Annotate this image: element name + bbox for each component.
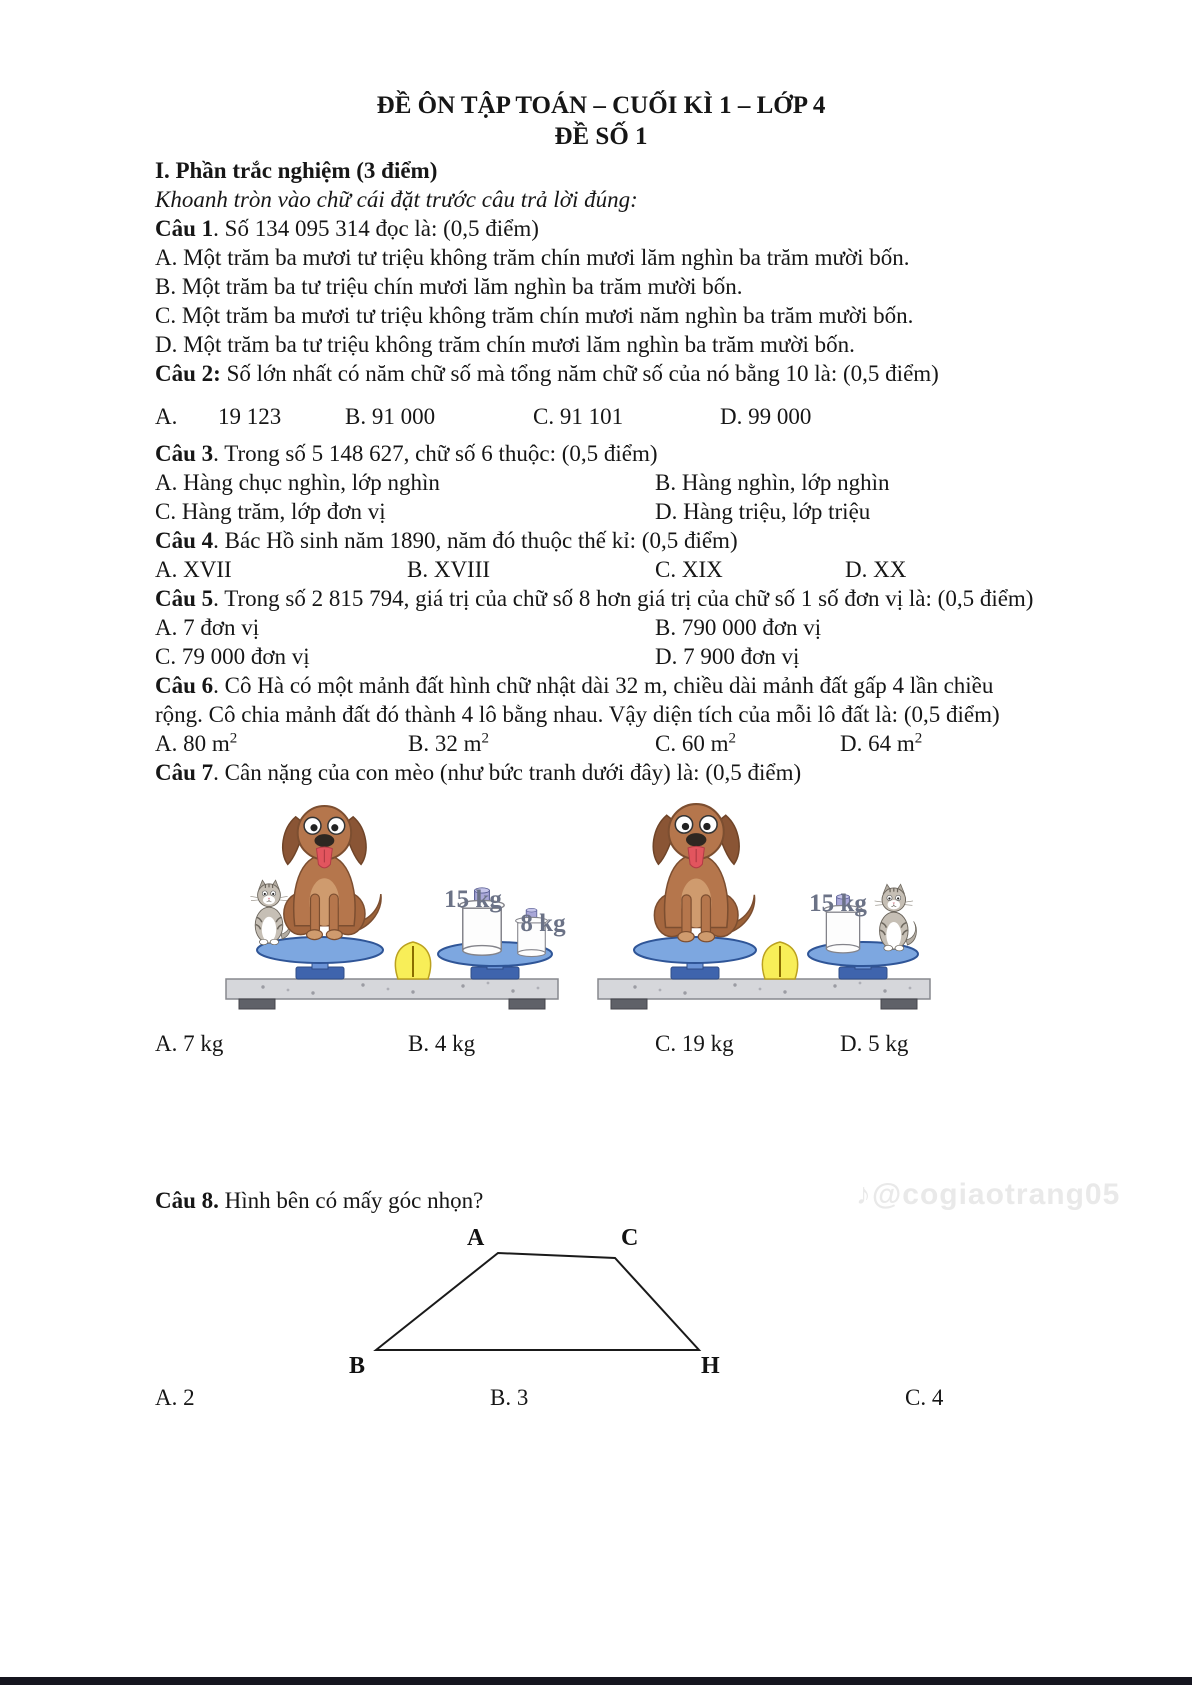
question-4-label: Câu 4: [155, 528, 214, 553]
question-4-option-a: A. XVII: [155, 557, 232, 582]
question-7: Câu 7. Cân nặng của con mèo (như bức tranh dưới đây) là: (0,5 điểm): [155, 760, 802, 785]
question-2: Câu 2: Số lớn nhất có năm chữ số mà tổng năm chữ số của nó bằng 10 là: (0,5 điểm): [155, 361, 939, 386]
scale-pointer: [762, 942, 797, 979]
vertex-label-a: A: [467, 1225, 485, 1251]
question-2-option-b: B. 91 000: [345, 404, 436, 429]
question-4-option-c: C. XIX: [655, 557, 723, 582]
vertex-label-c: C: [621, 1225, 639, 1251]
dog-illustration: [283, 806, 381, 940]
vertex-label-h: H: [701, 1353, 720, 1377]
vertex-label-b: B: [349, 1353, 366, 1377]
section-heading: I. Phần trắc nghiệm (3 điểm): [155, 158, 438, 183]
cat-illustration: [874, 884, 917, 951]
question-3-row-1: [155, 468, 1047, 497]
question-2-option-d: D. 99 000: [720, 404, 812, 429]
question-2-label: Câu 2:: [155, 361, 221, 386]
question-7-option-a: A. 7 kg: [155, 1031, 224, 1056]
question-7-option-d: D. 5 kg: [840, 1031, 909, 1056]
question-2-answer-row: [155, 402, 1047, 431]
question-3: Câu 3. Trong số 5 148 627, chữ số 6 thuộc: (0,5 điểm): [155, 441, 658, 466]
question-3-option-a: A. Hàng chục nghìn, lớp nghìn: [155, 470, 440, 495]
question-6-option-d: D. 64 $m^2$: [840, 730, 923, 756]
question-3-option-d: D. Hàng triệu, lớp triệu: [655, 499, 871, 524]
weight-15kg-label: 15 kg: [444, 886, 502, 913]
question-3-option-c: C. Hàng trăm, lớp đơn vị: [155, 499, 386, 524]
question-8-option-a: A. 2: [155, 1385, 195, 1410]
question-1-label: Câu 1: [155, 216, 214, 241]
question-3-row-2: [155, 497, 1047, 526]
question-6-option-b: B. 32 $m^2$: [408, 730, 489, 756]
question-4: Câu 4. Bác Hồ sinh năm 1890, năm đó thuộc thế kỉ: (0,5 điểm): [155, 528, 738, 553]
question-3-label: Câu 3: [155, 441, 214, 466]
question-8-option-b: B. 3: [490, 1385, 529, 1410]
scale-base: [598, 979, 930, 1009]
balance-scale-left-illustration: [223, 791, 573, 1021]
question-5-option-d: D. 7 900 đơn vị: [655, 644, 800, 669]
question-8-label: Câu 8.: [155, 1188, 219, 1213]
question-8-answer-row: [155, 1383, 1047, 1412]
page-title: ĐỀ ÔN TẬP TOÁN – CUỐI KÌ 1 – LỚP 4: [376, 92, 826, 119]
question-2-option-c: C. 91 101: [533, 404, 624, 429]
question-1-option-b: B. Một trăm ba tư triệu chín mươi lăm nghìn ba trăm mười bốn.: [155, 274, 743, 299]
scale-pointer: [395, 942, 430, 979]
question-4-option-b: B. XVIII: [407, 557, 491, 582]
question-5-option-a: A. 7 đơn vị: [155, 615, 260, 640]
question-7-label: Câu 7: [155, 760, 214, 785]
question-6-label: Câu 6: [155, 673, 214, 698]
trapezoid-figure: [343, 1217, 763, 1377]
tiktok-watermark: ♪@cogiaotrang05: [856, 1178, 1121, 1211]
question-6: Câu 6. Cô Hà có một mảnh đất hình chữ nhật dài 32 m, chiều dài mảnh đất gấp 4 lần chiều rộng. Cô chia mảnh đất đó thành 4 lô bằng nhau. Vậy diện tích của mỗi lô đất là: (0,5 điểm): [155, 673, 1000, 727]
question-5-label: Câu 5: [155, 586, 214, 611]
question-1: Câu 1. Số 134 095 314 đọc là: (0,5 điểm): [155, 216, 539, 241]
question-5-row-1: [155, 613, 1047, 642]
dog-illustration: [653, 804, 754, 942]
question-1-option-a: A. Một trăm ba mươi tư triệu không trăm chín mươi lăm nghìn ba trăm mười bốn.: [155, 245, 910, 270]
question-7-option-b: B. 4 kg: [408, 1031, 476, 1056]
exam-number: ĐỀ SỐ 1: [554, 123, 648, 150]
weight-8kg-label: 8 kg: [520, 910, 566, 937]
question-8: Câu 8. Hình bên có mấy góc nhọn?: [155, 1188, 484, 1213]
question-1-option-c: C. Một trăm ba mươi tư triệu không trăm chín mươi năm nghìn ba trăm mười bốn.: [155, 303, 914, 328]
question-8-option-c: C. 4: [905, 1385, 944, 1410]
question-4-option-d: D. XX: [845, 557, 907, 582]
question-1-option-d: D. Một trăm ba tư triệu không trăm chín mươi lăm nghìn ba trăm mười bốn.: [155, 332, 855, 357]
question-2-option-a-letter: A.: [155, 404, 178, 429]
scale-base: [226, 979, 558, 1009]
question-2-option-a-value: 19 123: [218, 404, 282, 429]
question-7-figures: [223, 791, 1047, 1021]
question-6-option-c: C. 60 $m^2$: [655, 730, 736, 756]
question-5-option-c: C. 79 000 đơn vị: [155, 644, 310, 669]
question-5-option-b: B. 790 000 đơn vị: [655, 615, 822, 640]
question-6-option-a: A. 80 $m^2$: [155, 730, 238, 756]
question-5-row-2: [155, 642, 1047, 671]
instruction-text: Khoanh tròn vào chữ cái đặt trước câu trả lời đúng:: [155, 187, 638, 212]
question-6-answer-row: [155, 729, 1047, 758]
question-5: Câu 5. Trong số 2 815 794, giá trị của chữ số 8 hơn giá trị của chữ số 1 số đơn vị là: (0,5 điểm): [155, 586, 1034, 611]
weight-15kg-label: 15 kg: [809, 890, 867, 917]
question-3-option-b: B. Hàng nghìn, lớp nghìn: [655, 470, 890, 495]
question-7-answer-row: [155, 1029, 1047, 1058]
question-7-option-c: C. 19 kg: [655, 1031, 734, 1056]
bottom-bar: [0, 1677, 1192, 1685]
question-4-answer-row: [155, 555, 1047, 584]
balance-scale-right-illustration: [595, 791, 940, 1021]
